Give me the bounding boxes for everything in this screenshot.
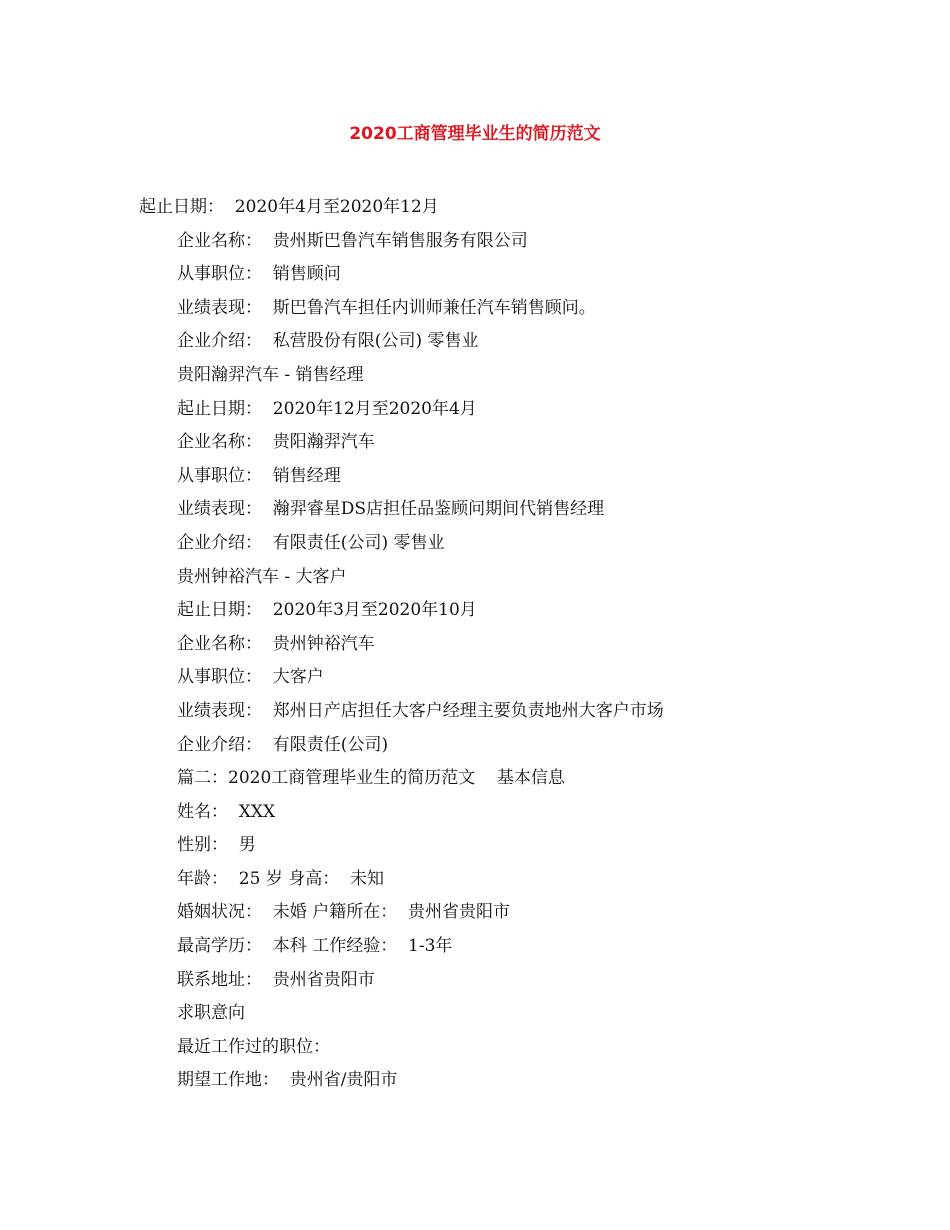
text-line-17: 企业介绍： 有限责任(公司) — [177, 734, 389, 755]
text-line-13: 起止日期： 2020年3月至2020年10月 — [177, 600, 477, 621]
text-line-19: 姓名： XXX — [177, 801, 276, 822]
text-line-8: 企业名称： 贵阳瀚羿汽车 — [177, 432, 375, 453]
text-line-5: 企业介绍： 私营股份有限(公司) 零售业 — [177, 331, 479, 352]
text-line-26: 最近工作过的职位： — [177, 1036, 330, 1057]
text-line-14: 企业名称： 贵州钟裕汽车 — [177, 633, 375, 654]
text-line-16: 业绩表现： 郑州日产店担任大客户经理主要负责地州大客户市场 — [177, 700, 664, 721]
text-line-23: 最高学历： 本科 工作经验： 1-3年 — [177, 936, 453, 957]
text-line-7: 起止日期： 2020年12月至2020年4月 — [177, 398, 477, 419]
text-line-2: 企业名称： 贵州斯巴鲁汽车销售服务有限公司 — [177, 230, 528, 251]
text-line-11: 企业介绍： 有限责任(公司) 零售业 — [177, 532, 445, 553]
text-line-24: 联系地址： 贵州省贵阳市 — [177, 969, 375, 990]
text-line-15: 从事职位： 大客户 — [177, 667, 324, 688]
text-line-6: 贵阳瀚羿汽车 - 销售经理 — [177, 364, 364, 385]
text-line-27: 期望工作地： 贵州省/贵阳市 — [177, 1070, 398, 1091]
text-line-9: 从事职位： 销售经理 — [177, 465, 341, 486]
document-title: 2020工商管理毕业生的简历范文 — [349, 124, 601, 144]
text-line-21: 年龄： 25 岁 身高： 未知 — [177, 868, 385, 889]
text-line-25: 求职意向 — [177, 1003, 245, 1024]
text-line-18: 篇二：2020工商管理毕业生的简历范文 基本信息 — [177, 768, 565, 789]
text-line-20: 性别： 男 — [177, 835, 256, 856]
text-line-10: 业绩表现： 瀚羿睿星DS店担任品鉴顾问期间代销售经理 — [177, 499, 605, 520]
text-line-12: 贵州钟裕汽车 - 大客户 — [177, 566, 347, 587]
document-body — [0, 191, 950, 1098]
text-line-3: 从事职位： 销售顾问 — [177, 264, 341, 285]
text-line-4: 业绩表现： 斯巴鲁汽车担任内训师兼任汽车销售顾问。 — [177, 297, 596, 318]
text-line-22: 婚姻状况： 未婚 户籍所在： 贵州省贵阳市 — [177, 902, 511, 923]
text-line-1: 起止日期： 2020年4月至2020年12月 — [139, 197, 439, 217]
